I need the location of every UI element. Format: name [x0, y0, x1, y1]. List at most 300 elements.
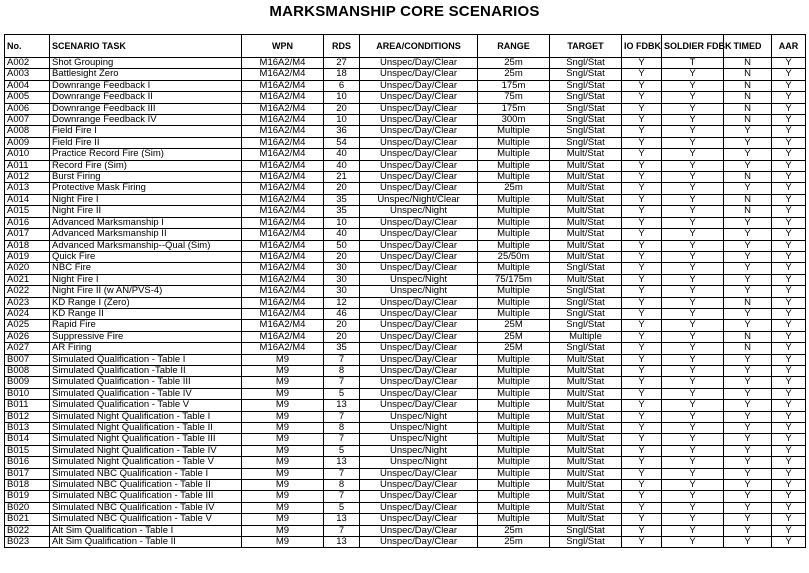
cell-target: Sngl/Stat — [550, 343, 622, 354]
cell-timed: N — [724, 115, 772, 126]
cell-wpn: M16A2/M4 — [242, 274, 324, 285]
cell-timed: Y — [724, 480, 772, 491]
cell-aar: Y — [772, 115, 806, 126]
cell-rds: 35 — [324, 206, 360, 217]
cell-soldier-fdbk: Y — [662, 172, 724, 183]
cell-soldier-fdbk: Y — [662, 115, 724, 126]
cell-target: Mult/Stat — [550, 480, 622, 491]
cell-soldier-fdbk: Y — [662, 502, 724, 513]
cell-scenario-task: Simulated NBC Qualification - Table V — [50, 514, 242, 525]
cell-io-fdbk: Y — [622, 365, 662, 376]
cell-range: 25/50m — [478, 251, 550, 262]
cell-rds: 13 — [324, 514, 360, 525]
cell-rds: 40 — [324, 160, 360, 171]
cell-wpn: M16A2/M4 — [242, 80, 324, 91]
cell-wpn: M16A2/M4 — [242, 115, 324, 126]
cell-soldier-fdbk: Y — [662, 160, 724, 171]
table-row — [5, 502, 806, 513]
cell-aar: Y — [772, 251, 806, 262]
cell-io-fdbk: Y — [622, 286, 662, 297]
cell-rds: 8 — [324, 365, 360, 376]
cell-target: Mult/Stat — [550, 491, 622, 502]
cell-no: B012 — [5, 411, 50, 422]
cell-io-fdbk: Y — [622, 263, 662, 274]
cell-io-fdbk: Y — [622, 491, 662, 502]
cell-soldier-fdbk: Y — [662, 308, 724, 319]
cell-no: B016 — [5, 457, 50, 468]
cell-rds: 13 — [324, 400, 360, 411]
cell-target: Sngl/Stat — [550, 320, 622, 331]
cell-scenario-task: Burst Firing — [50, 172, 242, 183]
cell-wpn: M16A2/M4 — [242, 58, 324, 69]
cell-soldier-fdbk: Y — [662, 377, 724, 388]
cell-aar: Y — [772, 331, 806, 342]
table-row — [5, 400, 806, 411]
cell-scenario-task: Protective Mask Firing — [50, 183, 242, 194]
cell-range: Multiple — [478, 126, 550, 137]
table-row — [5, 331, 806, 342]
cell-rds: 20 — [324, 103, 360, 114]
cell-area-conditions: Unspec/Day/Clear — [360, 491, 478, 502]
cell-target: Sngl/Stat — [550, 115, 622, 126]
cell-rds: 10 — [324, 115, 360, 126]
cell-wpn: M9 — [242, 480, 324, 491]
cell-wpn: M16A2/M4 — [242, 126, 324, 137]
cell-range: Multiple — [478, 354, 550, 365]
cell-timed: Y — [724, 502, 772, 513]
cell-area-conditions: Unspec/Day/Clear — [360, 263, 478, 274]
column-header-range: RANGE — [478, 35, 550, 58]
table-row — [5, 537, 806, 548]
cell-io-fdbk: Y — [622, 194, 662, 205]
cell-aar: Y — [772, 103, 806, 114]
cell-io-fdbk: Y — [622, 537, 662, 548]
cell-wpn: M16A2/M4 — [242, 331, 324, 342]
table-row — [5, 92, 806, 103]
cell-aar: Y — [772, 206, 806, 217]
cell-no: A012 — [5, 172, 50, 183]
cell-wpn: M16A2/M4 — [242, 308, 324, 319]
cell-no: A007 — [5, 115, 50, 126]
cell-rds: 40 — [324, 229, 360, 240]
cell-no: B011 — [5, 400, 50, 411]
cell-no: A026 — [5, 331, 50, 342]
cell-io-fdbk: Y — [622, 297, 662, 308]
cell-soldier-fdbk: Y — [662, 274, 724, 285]
cell-target: Mult/Stat — [550, 434, 622, 445]
cell-rds: 8 — [324, 480, 360, 491]
cell-io-fdbk: Y — [622, 377, 662, 388]
table-row — [5, 411, 806, 422]
cell-io-fdbk: Y — [622, 183, 662, 194]
cell-target: Sngl/Stat — [550, 297, 622, 308]
cell-scenario-task: KD Range II — [50, 308, 242, 319]
cell-wpn: M9 — [242, 468, 324, 479]
cell-soldier-fdbk: Y — [662, 126, 724, 137]
cell-timed: Y — [724, 274, 772, 285]
cell-range: Multiple — [478, 240, 550, 251]
cell-range: 75m — [478, 92, 550, 103]
cell-rds: 5 — [324, 502, 360, 513]
cell-io-fdbk: Y — [622, 423, 662, 434]
cell-area-conditions: Unspec/Day/Clear — [360, 240, 478, 251]
cell-io-fdbk: Y — [622, 172, 662, 183]
cell-area-conditions: Unspec/Night — [360, 423, 478, 434]
table-row — [5, 514, 806, 525]
cell-range: Multiple — [478, 365, 550, 376]
cell-rds: 7 — [324, 354, 360, 365]
cell-area-conditions: Unspec/Night/Clear — [360, 194, 478, 205]
cell-rds: 20 — [324, 183, 360, 194]
cell-target: Mult/Stat — [550, 206, 622, 217]
cell-io-fdbk: Y — [622, 308, 662, 319]
cell-io-fdbk: Y — [622, 388, 662, 399]
cell-range: 25M — [478, 320, 550, 331]
cell-target: Sngl/Stat — [550, 80, 622, 91]
cell-aar: Y — [772, 354, 806, 365]
cell-target: Mult/Stat — [550, 217, 622, 228]
cell-timed: Y — [724, 491, 772, 502]
cell-soldier-fdbk: Y — [662, 183, 724, 194]
cell-target: Mult/Stat — [550, 377, 622, 388]
cell-io-fdbk: Y — [622, 468, 662, 479]
cell-aar: Y — [772, 126, 806, 137]
cell-target: Mult/Stat — [550, 172, 622, 183]
cell-aar: Y — [772, 229, 806, 240]
cell-aar: Y — [772, 525, 806, 536]
cell-aar: Y — [772, 217, 806, 228]
cell-area-conditions: Unspec/Day/Clear — [360, 365, 478, 376]
cell-rds: 7 — [324, 468, 360, 479]
cell-timed: Y — [724, 514, 772, 525]
cell-timed: Y — [724, 263, 772, 274]
cell-target: Sngl/Stat — [550, 263, 622, 274]
cell-soldier-fdbk: Y — [662, 525, 724, 536]
cell-soldier-fdbk: Y — [662, 343, 724, 354]
cell-scenario-task: AR Firing — [50, 343, 242, 354]
table-row — [5, 103, 806, 114]
cell-target: Sngl/Stat — [550, 537, 622, 548]
table-row — [5, 263, 806, 274]
scenarios-table — [4, 34, 806, 548]
cell-range: 175m — [478, 80, 550, 91]
cell-rds: 46 — [324, 308, 360, 319]
cell-range: Multiple — [478, 400, 550, 411]
cell-target: Sngl/Stat — [550, 103, 622, 114]
cell-area-conditions: Unspec/Day/Clear — [360, 320, 478, 331]
cell-target: Sngl/Stat — [550, 308, 622, 319]
cell-rds: 12 — [324, 297, 360, 308]
cell-aar: Y — [772, 58, 806, 69]
cell-area-conditions: Unspec/Day/Clear — [360, 58, 478, 69]
cell-timed: Y — [724, 457, 772, 468]
cell-io-fdbk: Y — [622, 411, 662, 422]
cell-scenario-task: Rapid Fire — [50, 320, 242, 331]
cell-aar: Y — [772, 263, 806, 274]
table-row — [5, 115, 806, 126]
cell-rds: 30 — [324, 263, 360, 274]
cell-aar: Y — [772, 491, 806, 502]
cell-rds: 7 — [324, 525, 360, 536]
cell-target: Mult/Stat — [550, 365, 622, 376]
cell-range: Multiple — [478, 217, 550, 228]
cell-wpn: M9 — [242, 514, 324, 525]
cell-range: Multiple — [478, 491, 550, 502]
cell-range: Multiple — [478, 297, 550, 308]
cell-aar: Y — [772, 308, 806, 319]
cell-range: 300m — [478, 115, 550, 126]
cell-timed: Y — [724, 365, 772, 376]
cell-rds: 20 — [324, 331, 360, 342]
cell-timed: Y — [724, 320, 772, 331]
cell-timed: Y — [724, 537, 772, 548]
cell-rds: 8 — [324, 423, 360, 434]
cell-target: Mult/Stat — [550, 160, 622, 171]
cell-soldier-fdbk: Y — [662, 514, 724, 525]
cell-wpn: M16A2/M4 — [242, 206, 324, 217]
cell-aar: Y — [772, 537, 806, 548]
cell-soldier-fdbk: Y — [662, 263, 724, 274]
cell-rds: 30 — [324, 286, 360, 297]
cell-io-fdbk: Y — [622, 434, 662, 445]
cell-soldier-fdbk: Y — [662, 491, 724, 502]
cell-io-fdbk: Y — [622, 251, 662, 262]
column-header-timed: TIMED — [724, 35, 772, 58]
cell-no: A005 — [5, 92, 50, 103]
cell-aar: Y — [772, 411, 806, 422]
cell-wpn: M16A2/M4 — [242, 240, 324, 251]
cell-soldier-fdbk: T — [662, 58, 724, 69]
cell-target: Mult/Stat — [550, 502, 622, 513]
cell-scenario-task: Night Fire I — [50, 194, 242, 205]
cell-target: Sngl/Stat — [550, 126, 622, 137]
cell-range: Multiple — [478, 308, 550, 319]
table-row — [5, 286, 806, 297]
cell-aar: Y — [772, 69, 806, 80]
cell-range: Multiple — [478, 377, 550, 388]
cell-timed: N — [724, 297, 772, 308]
cell-io-fdbk: Y — [622, 149, 662, 160]
cell-target: Mult/Stat — [550, 194, 622, 205]
cell-range: Multiple — [478, 388, 550, 399]
cell-wpn: M16A2/M4 — [242, 172, 324, 183]
cell-rds: 10 — [324, 92, 360, 103]
cell-aar: Y — [772, 137, 806, 148]
cell-target: Mult/Stat — [550, 445, 622, 456]
table-row — [5, 126, 806, 137]
cell-range: Multiple — [478, 172, 550, 183]
cell-io-fdbk: Y — [622, 480, 662, 491]
cell-timed: N — [724, 80, 772, 91]
cell-rds: 50 — [324, 240, 360, 251]
cell-no: A018 — [5, 240, 50, 251]
cell-soldier-fdbk: Y — [662, 206, 724, 217]
cell-target: Mult/Stat — [550, 423, 622, 434]
cell-wpn: M16A2/M4 — [242, 217, 324, 228]
cell-soldier-fdbk: Y — [662, 365, 724, 376]
cell-no: A013 — [5, 183, 50, 194]
table-row — [5, 388, 806, 399]
cell-soldier-fdbk: Y — [662, 92, 724, 103]
cell-rds: 35 — [324, 194, 360, 205]
cell-rds: 6 — [324, 80, 360, 91]
cell-wpn: M9 — [242, 423, 324, 434]
cell-io-fdbk: Y — [622, 400, 662, 411]
cell-rds: 30 — [324, 274, 360, 285]
cell-wpn: M16A2/M4 — [242, 251, 324, 262]
cell-target: Mult/Stat — [550, 274, 622, 285]
column-header-rds: RDS — [324, 35, 360, 58]
cell-target: Sngl/Stat — [550, 92, 622, 103]
cell-soldier-fdbk: Y — [662, 80, 724, 91]
cell-aar: Y — [772, 434, 806, 445]
cell-range: Multiple — [478, 286, 550, 297]
cell-range: Multiple — [478, 423, 550, 434]
cell-area-conditions: Unspec/Night — [360, 445, 478, 456]
cell-range: 25M — [478, 343, 550, 354]
cell-aar: Y — [772, 240, 806, 251]
table-row — [5, 343, 806, 354]
cell-timed: Y — [724, 137, 772, 148]
cell-scenario-task: Downrange Feedback I — [50, 80, 242, 91]
cell-scenario-task: Simulated Qualification - Table IV — [50, 388, 242, 399]
cell-timed: Y — [724, 468, 772, 479]
cell-aar: Y — [772, 297, 806, 308]
cell-range: 25M — [478, 331, 550, 342]
cell-aar: Y — [772, 457, 806, 468]
cell-scenario-task: Simulated Night Qualification - Table III — [50, 434, 242, 445]
cell-wpn: M9 — [242, 537, 324, 548]
cell-io-fdbk: Y — [622, 206, 662, 217]
cell-wpn: M16A2/M4 — [242, 320, 324, 331]
cell-soldier-fdbk: Y — [662, 149, 724, 160]
table-row — [5, 354, 806, 365]
cell-aar: Y — [772, 80, 806, 91]
cell-no: A023 — [5, 297, 50, 308]
cell-rds: 13 — [324, 457, 360, 468]
cell-io-fdbk: Y — [622, 445, 662, 456]
cell-io-fdbk: Y — [622, 69, 662, 80]
cell-no: A020 — [5, 263, 50, 274]
table-row — [5, 172, 806, 183]
column-header-wpn: WPN — [242, 35, 324, 58]
cell-timed: Y — [724, 377, 772, 388]
cell-scenario-task: Simulated Night Qualification - Table II — [50, 423, 242, 434]
table-row — [5, 377, 806, 388]
cell-io-fdbk: Y — [622, 92, 662, 103]
cell-soldier-fdbk: Y — [662, 251, 724, 262]
cell-aar: Y — [772, 274, 806, 285]
cell-timed: N — [724, 58, 772, 69]
cell-soldier-fdbk: Y — [662, 331, 724, 342]
cell-no: A008 — [5, 126, 50, 137]
cell-wpn: M9 — [242, 400, 324, 411]
cell-scenario-task: Simulated Qualification - Table V — [50, 400, 242, 411]
cell-no: A027 — [5, 343, 50, 354]
cell-no: B010 — [5, 388, 50, 399]
cell-no: A002 — [5, 58, 50, 69]
cell-soldier-fdbk: Y — [662, 354, 724, 365]
cell-scenario-task: Field Fire I — [50, 126, 242, 137]
cell-range: 25m — [478, 183, 550, 194]
cell-target: Mult/Stat — [550, 183, 622, 194]
cell-range: Multiple — [478, 457, 550, 468]
cell-area-conditions: Unspec/Day/Clear — [360, 103, 478, 114]
column-header-area-conditions: AREA/CONDITIONS — [360, 35, 478, 58]
cell-area-conditions: Unspec/Day/Clear — [360, 343, 478, 354]
cell-io-fdbk: Y — [622, 354, 662, 365]
cell-aar: Y — [772, 480, 806, 491]
cell-no: A024 — [5, 308, 50, 319]
cell-soldier-fdbk: Y — [662, 240, 724, 251]
cell-range: Multiple — [478, 229, 550, 240]
cell-area-conditions: Unspec/Day/Clear — [360, 126, 478, 137]
cell-soldier-fdbk: Y — [662, 217, 724, 228]
cell-area-conditions: Unspec/Day/Clear — [360, 514, 478, 525]
cell-scenario-task: Advanced Marksmanship II — [50, 229, 242, 240]
cell-timed: Y — [724, 423, 772, 434]
cell-rds: 10 — [324, 217, 360, 228]
cell-io-fdbk: Y — [622, 240, 662, 251]
cell-no: B015 — [5, 445, 50, 456]
cell-io-fdbk: Y — [622, 229, 662, 240]
cell-range: 25m — [478, 525, 550, 536]
cell-no: B013 — [5, 423, 50, 434]
cell-timed: Y — [724, 400, 772, 411]
cell-io-fdbk: Y — [622, 137, 662, 148]
cell-area-conditions: Unspec/Day/Clear — [360, 172, 478, 183]
cell-rds: 35 — [324, 343, 360, 354]
cell-rds: 5 — [324, 388, 360, 399]
table-body — [5, 58, 806, 548]
cell-scenario-task: Record Fire (Sim) — [50, 160, 242, 171]
cell-soldier-fdbk: Y — [662, 69, 724, 80]
cell-wpn: M9 — [242, 377, 324, 388]
cell-range: Multiple — [478, 160, 550, 171]
cell-soldier-fdbk: Y — [662, 411, 724, 422]
cell-no: B020 — [5, 502, 50, 513]
cell-aar: Y — [772, 377, 806, 388]
cell-aar: Y — [772, 149, 806, 160]
cell-area-conditions: Unspec/Day/Clear — [360, 149, 478, 160]
table-row — [5, 365, 806, 376]
cell-timed: Y — [724, 251, 772, 262]
cell-io-fdbk: Y — [622, 457, 662, 468]
cell-no: A022 — [5, 286, 50, 297]
table-row — [5, 423, 806, 434]
cell-rds: 54 — [324, 137, 360, 148]
cell-soldier-fdbk: Y — [662, 445, 724, 456]
cell-no: B018 — [5, 480, 50, 491]
cell-no: A019 — [5, 251, 50, 262]
column-header-soldier-fdbk: SOLDIER FDBK — [662, 35, 724, 58]
cell-target: Sngl/Stat — [550, 286, 622, 297]
cell-wpn: M16A2/M4 — [242, 183, 324, 194]
cell-scenario-task: Downrange Feedback III — [50, 103, 242, 114]
table-row — [5, 149, 806, 160]
cell-io-fdbk: Y — [622, 103, 662, 114]
cell-area-conditions: Unspec/Day/Clear — [360, 468, 478, 479]
table-row — [5, 80, 806, 91]
cell-io-fdbk: Y — [622, 320, 662, 331]
cell-range: Multiple — [478, 502, 550, 513]
cell-wpn: M16A2/M4 — [242, 297, 324, 308]
cell-rds: 7 — [324, 434, 360, 445]
cell-aar: Y — [772, 365, 806, 376]
cell-timed: N — [724, 103, 772, 114]
cell-aar: Y — [772, 502, 806, 513]
cell-scenario-task: Simulated Qualification - Table III — [50, 377, 242, 388]
